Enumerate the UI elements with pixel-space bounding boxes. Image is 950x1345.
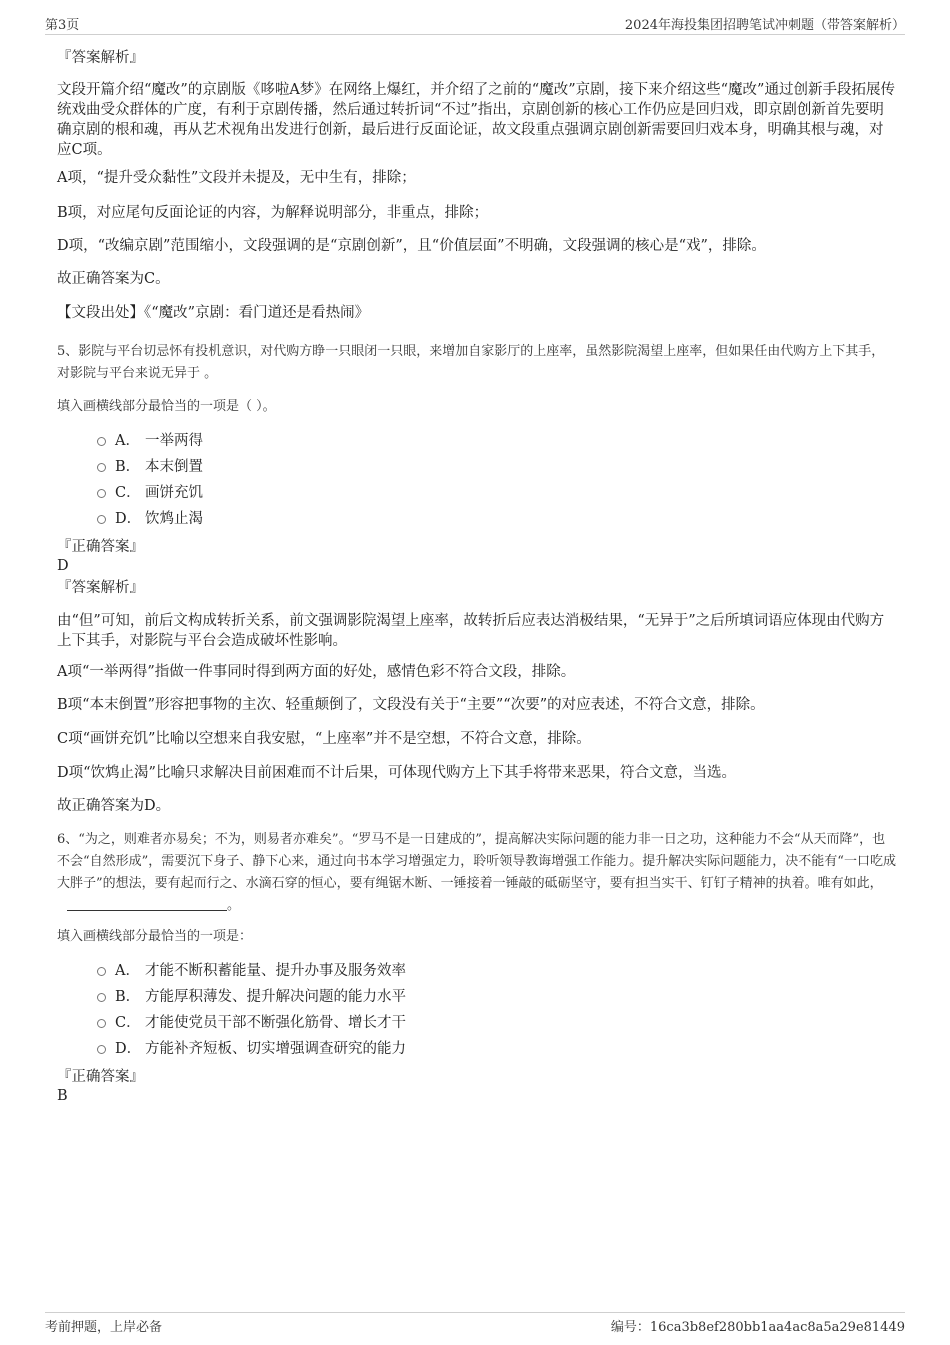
option-letter: A． xyxy=(115,433,140,449)
q5-prompt: 填入画横线部分最恰当的一项是（ ）。 xyxy=(57,399,276,414)
q6-option-d[interactable] xyxy=(97,1039,406,1059)
option-text: 本末倒置 xyxy=(145,459,203,475)
option-text: 一举两得 xyxy=(145,433,203,449)
radio-icon[interactable] xyxy=(97,993,106,1002)
q5-analysis-label: 『答案解析』 xyxy=(57,580,144,596)
q4-analysis-text: 文段开篇介绍“魔改”的京剧版《哆啦A梦》在网络上爆红，并介绍了之前的“魔改”京剧，接下来介绍这些“魔改”通过创新手段拓展传统戏曲受众群体的广度，有利于京剧传播，然后通过转折词“不过”指出，京剧创新的核心工作仍应是回归戏，即京剧创新首先要明确京剧的根和魂，再从艺术视角出发进行创新，最后进行反面论证，故文段重点强调京剧创新需要回归戏本身，明确其根与魂，对应C项。 xyxy=(57,82,895,158)
option-letter: B． xyxy=(115,459,141,475)
q5-option-a[interactable] xyxy=(97,431,203,451)
radio-icon[interactable] xyxy=(97,1019,106,1028)
option-letter: D． xyxy=(115,1041,142,1057)
document-title: 2024年海投集团招聘笔试冲刺题（带答案解析） xyxy=(624,18,905,33)
q4-source: 【文段出处】《“魔改”京剧：看门道还是看热闹》 xyxy=(57,305,370,321)
option-letter: C． xyxy=(115,485,141,501)
q6-option-a[interactable] xyxy=(97,961,406,981)
q5-option-d-note: D项“饮鸩止渴”比喻只求解决目前困难而不计后果，可体现代购方上下其手将带来恶果，符合文意，当选。 xyxy=(57,765,736,781)
page-header xyxy=(45,14,905,35)
footer-slogan: 考前押题，上岸必备 xyxy=(45,1320,163,1335)
radio-icon[interactable] xyxy=(97,463,106,472)
q5-option-a-note: A项“一举两得”指做一件事同时得到两方面的好处，感情色彩不符合文段，排除。 xyxy=(57,664,576,680)
document-serial: 编号：16ca3b8ef280bb1aa4ac8a5a29e81449 xyxy=(610,1320,905,1335)
q6-answer-label: 『正确答案』 xyxy=(57,1069,144,1085)
page-number: 第3页 xyxy=(45,18,80,33)
q6-question-end: 。 xyxy=(227,898,241,913)
option-letter: C． xyxy=(115,1015,141,1031)
q5-answer-label: 『正确答案』 xyxy=(57,539,144,555)
radio-icon[interactable] xyxy=(97,1045,106,1054)
option-letter: D． xyxy=(115,511,142,527)
page-footer xyxy=(45,1312,905,1335)
q4-analysis-label: 『答案解析』 xyxy=(57,50,144,66)
option-text: 才能不断积蓄能量、提升办事及服务效率 xyxy=(145,963,406,979)
q6-question xyxy=(57,829,897,917)
radio-icon[interactable] xyxy=(97,515,106,524)
answer-blank xyxy=(67,898,227,911)
q6-prompt: 填入画横线部分最恰当的一项是： xyxy=(57,929,253,944)
option-text: 方能补齐短板、切实增强调查研究的能力 xyxy=(145,1041,406,1057)
option-text: 才能使党员干部不断强化筋骨、增长才干 xyxy=(145,1015,406,1031)
q6-answer: B xyxy=(57,1088,68,1104)
option-text: 画饼充饥 xyxy=(145,485,203,501)
q5-option-b[interactable] xyxy=(97,457,203,477)
q5-analysis-text: 由“但”可知，前后文构成转折关系，前文强调影院渴望上座率，故转折后应表达消极结果，“无异于”之后所填词语应体现由代购方上下其手，对影院与平台会造成破坏性影响。 xyxy=(57,613,885,649)
option-text: 饮鸩止渴 xyxy=(145,511,203,527)
option-text: 方能厚积薄发、提升解决问题的能力水平 xyxy=(145,989,406,1005)
option-letter: B． xyxy=(115,989,141,1005)
option-letter: A． xyxy=(115,963,140,979)
q6-option-c[interactable] xyxy=(97,1013,406,1033)
q6-question-text: 6、“为之，则难者亦易矣；不为，则易者亦难矣”。“罗马不是一日建成的”，提高解决实际问题的能力非一日之功，这种能力不会“从天而降”，也不会“自然形成”，需要沉下身子、静下心来，通过向书本学习增强定力，聆听领导教诲增强工作能力。提升解决实际问题能力，决不能有“一口吃成大胖子”的想法，要有起而行之、水滴石穿的恒心，要有绳锯木断、一锤接着一锤敲的砥砺坚守，要有担当实干、钉钉子精神的执着。唯有如此， xyxy=(57,832,896,891)
q5-conclusion: 故正确答案为D。 xyxy=(57,798,171,814)
q5-answer: D xyxy=(57,558,69,574)
q6-option-b[interactable] xyxy=(97,987,406,1007)
q5-option-c[interactable] xyxy=(97,483,203,503)
q5-option-c-note: C项“画饼充饥”比喻以空想来自我安慰，“上座率”并不是空想，不符合文意，排除。 xyxy=(57,731,591,747)
q4-conclusion: 故正确答案为C。 xyxy=(57,271,170,287)
q5-option-d[interactable] xyxy=(97,509,203,529)
q5-option-b-note: B项“本末倒置”形容把事物的主次、轻重颠倒了，文段没有关于“主要”“次要”的对应表述，不符合文意，排除。 xyxy=(57,697,765,713)
q5-question: 5、影院与平台切忌怀有投机意识，对代购方睁一只眼闭一只眼，来增加自家影厅的上座率，虽然影院渴望上座率，但如果任由代购方上下其手，对影院与平台来说无异于 。 xyxy=(57,344,885,381)
q4-option-b-note: B项，对应尾句反面论证的内容，为解释说明部分，非重点，排除； xyxy=(57,205,489,221)
radio-icon[interactable] xyxy=(97,489,106,498)
radio-icon[interactable] xyxy=(97,437,106,446)
q4-option-d-note: D项，“改编京剧”范围缩小，文段强调的是“京剧创新”，且“价值层面”不明确，文段强调的核心是“戏”，排除。 xyxy=(57,238,766,254)
radio-icon[interactable] xyxy=(97,967,106,976)
q4-option-a-note: A项，“提升受众黏性”文段并未提及，无中生有，排除； xyxy=(57,170,416,186)
